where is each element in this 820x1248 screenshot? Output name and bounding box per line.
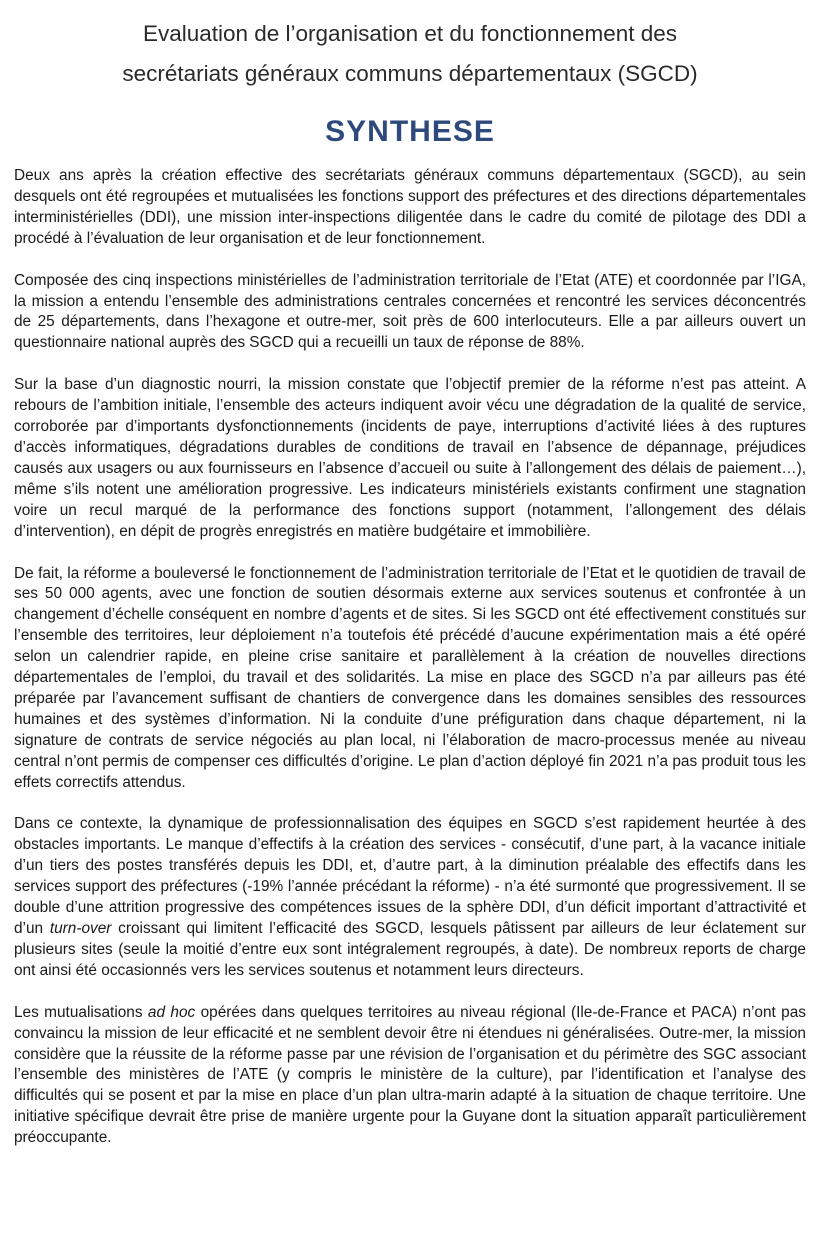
paragraph-6-italic-term: ad hoc (147, 1003, 196, 1021)
paragraph-6-text-after: opérées dans quelques territoires au niveau régional (Ile-de-France et PACA) n’ont pas convaincu la mission de leur efficacité et ne semblent devoir être ni étendues ni généralisées. Outre-mer, la mission considère que la réussite de la réforme passe par une révision de l’organisation et du périmètre des SGC associant l’ensemble des ministères de l’ATE (y compris le ministère de la culture), par l’identification et l’analyse des difficultés qui se posent et par la mise en place d’un plan ultra-marin adapté à la situation de chaque territoire. Une initiative spécifique devrait être prise de manière urgente pour la Guyane dont la situation apparaît particulièrement préoccupante. (14, 1003, 807, 1147)
document-title-line-2: secrétariats généraux communs départementaux (SGCD) (122, 61, 698, 86)
paragraph-2: Composée des cinq inspections ministérielles de l’administration territoriale de l’Etat (ATE) et coordonnée par l’IGA, la mission a entendu l’ensemble des administrations centrales concernées et rencontré les services déconcentrés de 25 départements, dans l’hexagone et outre-mer, soit près de 600 interlocuteurs. Elle a par ailleurs ouvert un questionnaire national auprès des SGCD qui a recueilli un taux de réponse de 88%. (14, 271, 806, 352)
paragraph-5 (14, 814, 806, 981)
document-title-line-1: Evaluation de l’organisation et du fonctionnement des (142, 21, 678, 46)
synthesis-body (14, 166, 806, 1170)
paragraph-6-text-before: Les mutualisations (14, 1003, 148, 1021)
paragraph-4: De fait, la réforme a bouleversé le fonctionnement de l’administration territoriale de l’Etat et le quotidien de travail de ses 50 000 agents, avec une fonction de soutien désormais externe aux services soutenus et confrontée à un changement d’échelle conséquent en nombre d’agents et de sites. Si les SGCD ont été effectivement constitués sur l’ensemble des territoires, leur déploiement n’a toutefois été précédé d’aucune expérimentation mais a été opéré selon un calendrier rapide, en pleine crise sanitaire et parallèlement à la création de nouvelles directions départementales de l’emploi, du travail et des solidarités. La mise en place des SGCD n’a par ailleurs pas été préparée par l’avancement suffisant de chantiers de convergence dans les domaines sensibles des ressources humaines et des systèmes d’information. Ni la conduite d’une préfiguration dans chaque département, ni la signature de contrats de service négociés au plan local, ni l’élaboration de macro-processus menée au niveau central n’ont permis de compenser ces difficultés d’origine. Le plan d’action déployé fin 2021 n’a pas produit tous les effets correctifs attendus. (14, 564, 806, 791)
paragraph-5-italic-term: turn-over (49, 920, 112, 937)
paragraph-1: Deux ans après la création effective des secrétariats généraux communs départementaux (SGCD), au sein desquels ont été regroupées et mutualisées les fonctions support des préfectures et des directions départementales interministérielles (DDI), une mission inter-inspections diligentée dans le cadre du comité de pilotage des DDI a procédé à l’évaluation de leur organisation et de leur fonctionnement. (14, 167, 806, 247)
document-title (20, 14, 800, 94)
section-heading-synthese: SYNTHESE (325, 115, 495, 148)
paragraph-5-text-before: Dans ce contexte, la dynamique de professionnalisation des équipes en SGCD s’est rapidement heurtée à des obstacles importants. Le manque d’effectifs à la création des services - consécutif, d’une part, à la vacance initiale d’un tiers des postes transférés depuis les DDI, et, d’autre part, à la diminution préalable des effectifs dans les services support des préfectures (-19% l’année précédant la réforme) - n’a été surmonté que progressivement. Il se double d’une attrition progressive des compétences issues de la sphère DDI, d’un déficit important d’attractivité et d’un (14, 815, 806, 937)
paragraph-3: Sur la base d’un diagnostic nourri, la mission constate que l’objectif premier de la réforme n’est pas atteint. A rebours de l’ambition initiale, l’ensemble des acteurs indiquent avoir vécu une dégradation de la qualité de service, corroborée par d’importants dysfonctionnements (incidents de paye, interruptions d’activité liées à des ruptures d’accès informatiques, dégradations durables de conditions de travail en l’absence de dépannage, préjudices causés aux usagers ou aux fournisseurs en l’absence d’accueil ou suite à l’allongement des délais de paiement…), même s’ils notent une amélioration progressive. Les indicateurs ministériels existants confirment une stagnation voire un recul marqué de la performance des fonctions support (notamment, l’allongement des délais d’intervention), en dépit de progrès enregistrés en matière budgétaire et immobilière. (14, 376, 806, 540)
paragraph-5-text-after: croissant qui limitent l’efficacité des SGCD, lesquels pâtissent par ailleurs de leur éclatement sur plusieurs sites (seule la moitié d’entre eux sont intégralement regroupés, à date). De nombreux reports de charge ont ainsi été occasionnés vers les services soutenus et notamment leurs directeurs. (14, 920, 807, 979)
paragraph-6 (14, 1003, 806, 1149)
